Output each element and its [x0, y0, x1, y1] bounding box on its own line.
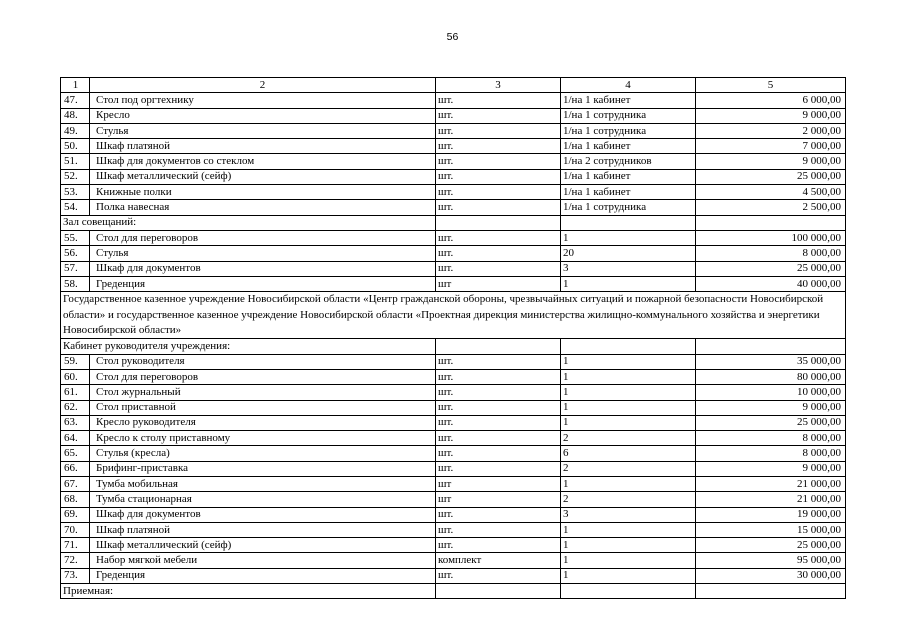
item-norm: 20	[561, 246, 696, 261]
item-norm: 1	[561, 230, 696, 245]
item-unit: шт	[436, 477, 561, 492]
item-norm: 1	[561, 415, 696, 430]
item-number: 54.	[61, 200, 90, 215]
item-name: Шкаф для документов со стеклом	[90, 154, 436, 169]
item-name: Стол для переговоров	[90, 230, 436, 245]
item-name: Брифинг-приставка	[90, 461, 436, 476]
item-number: 58.	[61, 276, 90, 291]
item-price: 95 000,00	[696, 553, 846, 568]
item-price: 15 000,00	[696, 522, 846, 537]
section-label: Зал совещаний:	[61, 215, 436, 230]
table-row	[61, 522, 846, 537]
item-number: 50.	[61, 139, 90, 154]
item-unit: шт.	[436, 169, 561, 184]
item-unit: шт.	[436, 538, 561, 553]
item-norm: 2	[561, 492, 696, 507]
item-unit: шт.	[436, 415, 561, 430]
item-number: 47.	[61, 93, 90, 108]
item-number: 55.	[61, 230, 90, 245]
table-row	[61, 400, 846, 415]
table-row	[61, 568, 846, 583]
section-row	[61, 584, 846, 599]
item-unit: шт.	[436, 568, 561, 583]
item-norm: 6	[561, 446, 696, 461]
section-row	[61, 339, 846, 354]
item-name: Стулья (кресла)	[90, 446, 436, 461]
item-name: Стол под оргтехнику	[90, 93, 436, 108]
item-number: 49.	[61, 123, 90, 138]
item-unit: шт.	[436, 446, 561, 461]
item-norm: 1/на 1 сотрудника	[561, 200, 696, 215]
item-unit: шт.	[436, 230, 561, 245]
item-price: 25 000,00	[696, 538, 846, 553]
table-row	[61, 246, 846, 261]
item-name: Тумба мобильная	[90, 477, 436, 492]
item-unit: шт.	[436, 123, 561, 138]
table-row	[61, 492, 846, 507]
item-unit: шт.	[436, 246, 561, 261]
item-price: 7 000,00	[696, 139, 846, 154]
item-unit: шт.	[436, 108, 561, 123]
item-unit: шт.	[436, 369, 561, 384]
item-price: 19 000,00	[696, 507, 846, 522]
empty-cell	[436, 584, 561, 599]
empty-cell	[561, 584, 696, 599]
item-norm: 1	[561, 369, 696, 384]
empty-cell	[696, 215, 846, 230]
item-number: 51.	[61, 154, 90, 169]
empty-cell	[436, 339, 561, 354]
table-row	[61, 261, 846, 276]
item-name: Кресло к столу приставному	[90, 431, 436, 446]
item-unit: шт.	[436, 93, 561, 108]
page-number: 56	[446, 31, 459, 43]
item-number: 68.	[61, 492, 90, 507]
header-col-3: 3	[436, 78, 561, 93]
item-price: 35 000,00	[696, 354, 846, 369]
item-number: 60.	[61, 369, 90, 384]
item-price: 21 000,00	[696, 492, 846, 507]
section-label: Кабинет руководителя учреждения:	[61, 339, 436, 354]
item-name: Шкаф для документов	[90, 507, 436, 522]
item-norm: 1/на 1 сотрудника	[561, 123, 696, 138]
item-norm: 1	[561, 354, 696, 369]
item-name: Книжные полки	[90, 185, 436, 200]
item-norm: 1	[561, 553, 696, 568]
header-col-1: 1	[61, 78, 90, 93]
item-norm: 1/на 1 кабинет	[561, 139, 696, 154]
item-name: Шкаф платяной	[90, 139, 436, 154]
table-row	[61, 538, 846, 553]
item-price: 25 000,00	[696, 261, 846, 276]
item-number: 57.	[61, 261, 90, 276]
organization-row	[61, 292, 846, 339]
item-price: 9 000,00	[696, 400, 846, 415]
item-unit: шт.	[436, 139, 561, 154]
section-row	[61, 215, 846, 230]
item-name: Стол журнальный	[90, 385, 436, 400]
item-unit: шт.	[436, 507, 561, 522]
item-price: 8 000,00	[696, 246, 846, 261]
item-number: 67.	[61, 477, 90, 492]
item-norm: 1/на 1 кабинет	[561, 93, 696, 108]
organization-text: Государственное казенное учреждение Новосибирской области «Центр гражданской обороны, чрезвычайных ситуаций и пожарной безопасности Новосибирской области» и государственное казенное учреждение Новосибирской области «Проектная дирекция министерства жилищно-коммунального хозяйства и энергетики Новосибирской области»	[61, 292, 846, 339]
item-norm: 1/на 1 кабинет	[561, 185, 696, 200]
item-price: 21 000,00	[696, 477, 846, 492]
item-price: 80 000,00	[696, 369, 846, 384]
item-norm: 1	[561, 522, 696, 537]
item-unit: шт.	[436, 154, 561, 169]
item-price: 2 500,00	[696, 200, 846, 215]
empty-cell	[561, 215, 696, 230]
item-price: 40 000,00	[696, 276, 846, 291]
table-row	[61, 385, 846, 400]
item-unit: шт.	[436, 200, 561, 215]
table-row	[61, 123, 846, 138]
item-name: Тумба стационарная	[90, 492, 436, 507]
item-name: Стулья	[90, 123, 436, 138]
item-unit: шт.	[436, 461, 561, 476]
item-number: 59.	[61, 354, 90, 369]
item-number: 53.	[61, 185, 90, 200]
item-unit: шт.	[436, 261, 561, 276]
item-number: 65.	[61, 446, 90, 461]
item-norm: 1/на 2 сотрудников	[561, 154, 696, 169]
item-price: 6 000,00	[696, 93, 846, 108]
item-number: 63.	[61, 415, 90, 430]
item-price: 8 000,00	[696, 431, 846, 446]
item-price: 8 000,00	[696, 446, 846, 461]
empty-cell	[561, 339, 696, 354]
table-row	[61, 139, 846, 154]
item-unit: шт.	[436, 385, 561, 400]
item-unit: шт.	[436, 400, 561, 415]
item-name: Полка навесная	[90, 200, 436, 215]
item-norm: 1	[561, 400, 696, 415]
empty-cell	[696, 584, 846, 599]
item-name: Шкаф для документов	[90, 261, 436, 276]
item-price: 9 000,00	[696, 154, 846, 169]
table-row	[61, 431, 846, 446]
item-norm: 1	[561, 568, 696, 583]
item-norm: 2	[561, 431, 696, 446]
header-col-4: 4	[561, 78, 696, 93]
item-unit: шт	[436, 276, 561, 291]
item-name: Набор мягкой мебели	[90, 553, 436, 568]
item-number: 69.	[61, 507, 90, 522]
header-col-5: 5	[696, 78, 846, 93]
item-number: 72.	[61, 553, 90, 568]
item-name: Кресло	[90, 108, 436, 123]
item-name: Шкаф металлический (сейф)	[90, 538, 436, 553]
item-norm: 1	[561, 385, 696, 400]
table-row	[61, 276, 846, 291]
table-row	[61, 369, 846, 384]
table-row	[61, 200, 846, 215]
item-unit: шт.	[436, 431, 561, 446]
table-row	[61, 507, 846, 522]
item-name: Кресло руководителя	[90, 415, 436, 430]
empty-cell	[696, 339, 846, 354]
table-body	[61, 78, 846, 599]
item-norm: 2	[561, 461, 696, 476]
table-row	[61, 446, 846, 461]
item-number: 70.	[61, 522, 90, 537]
item-price: 10 000,00	[696, 385, 846, 400]
item-price: 100 000,00	[696, 230, 846, 245]
table-row	[61, 185, 846, 200]
table-row	[61, 230, 846, 245]
item-name: Греденция	[90, 568, 436, 583]
item-price: 9 000,00	[696, 461, 846, 476]
item-number: 56.	[61, 246, 90, 261]
item-norm: 3	[561, 507, 696, 522]
item-name: Стол приставной	[90, 400, 436, 415]
table-row	[61, 553, 846, 568]
item-norm: 1/на 1 кабинет	[561, 169, 696, 184]
table-row	[61, 108, 846, 123]
item-name: Шкаф металлический (сейф)	[90, 169, 436, 184]
item-norm: 1	[561, 477, 696, 492]
item-name: Стол руководителя	[90, 354, 436, 369]
item-norm: 3	[561, 261, 696, 276]
item-number: 52.	[61, 169, 90, 184]
item-number: 66.	[61, 461, 90, 476]
table-row	[61, 477, 846, 492]
item-name: Греденция	[90, 276, 436, 291]
item-price: 4 500,00	[696, 185, 846, 200]
item-unit: шт.	[436, 354, 561, 369]
table-row	[61, 154, 846, 169]
table-header-row	[61, 78, 846, 93]
item-norm: 1	[561, 276, 696, 291]
item-price: 30 000,00	[696, 568, 846, 583]
item-unit: шт.	[436, 522, 561, 537]
table-row	[61, 461, 846, 476]
table-row	[61, 415, 846, 430]
furniture-norms-table	[60, 77, 846, 599]
table-row	[61, 93, 846, 108]
item-price: 25 000,00	[696, 169, 846, 184]
item-number: 73.	[61, 568, 90, 583]
item-name: Стулья	[90, 246, 436, 261]
item-unit: комплект	[436, 553, 561, 568]
item-norm: 1	[561, 538, 696, 553]
empty-cell	[436, 215, 561, 230]
item-number: 62.	[61, 400, 90, 415]
item-norm: 1/на 1 сотрудника	[561, 108, 696, 123]
item-number: 61.	[61, 385, 90, 400]
item-price: 25 000,00	[696, 415, 846, 430]
item-name: Шкаф платяной	[90, 522, 436, 537]
table-row	[61, 169, 846, 184]
section-label: Приемная:	[61, 584, 436, 599]
item-price: 2 000,00	[696, 123, 846, 138]
header-col-2: 2	[90, 78, 436, 93]
item-number: 71.	[61, 538, 90, 553]
item-unit: шт	[436, 492, 561, 507]
item-unit: шт.	[436, 185, 561, 200]
table-row	[61, 354, 846, 369]
item-number: 64.	[61, 431, 90, 446]
item-price: 9 000,00	[696, 108, 846, 123]
item-number: 48.	[61, 108, 90, 123]
item-name: Стол для переговоров	[90, 369, 436, 384]
